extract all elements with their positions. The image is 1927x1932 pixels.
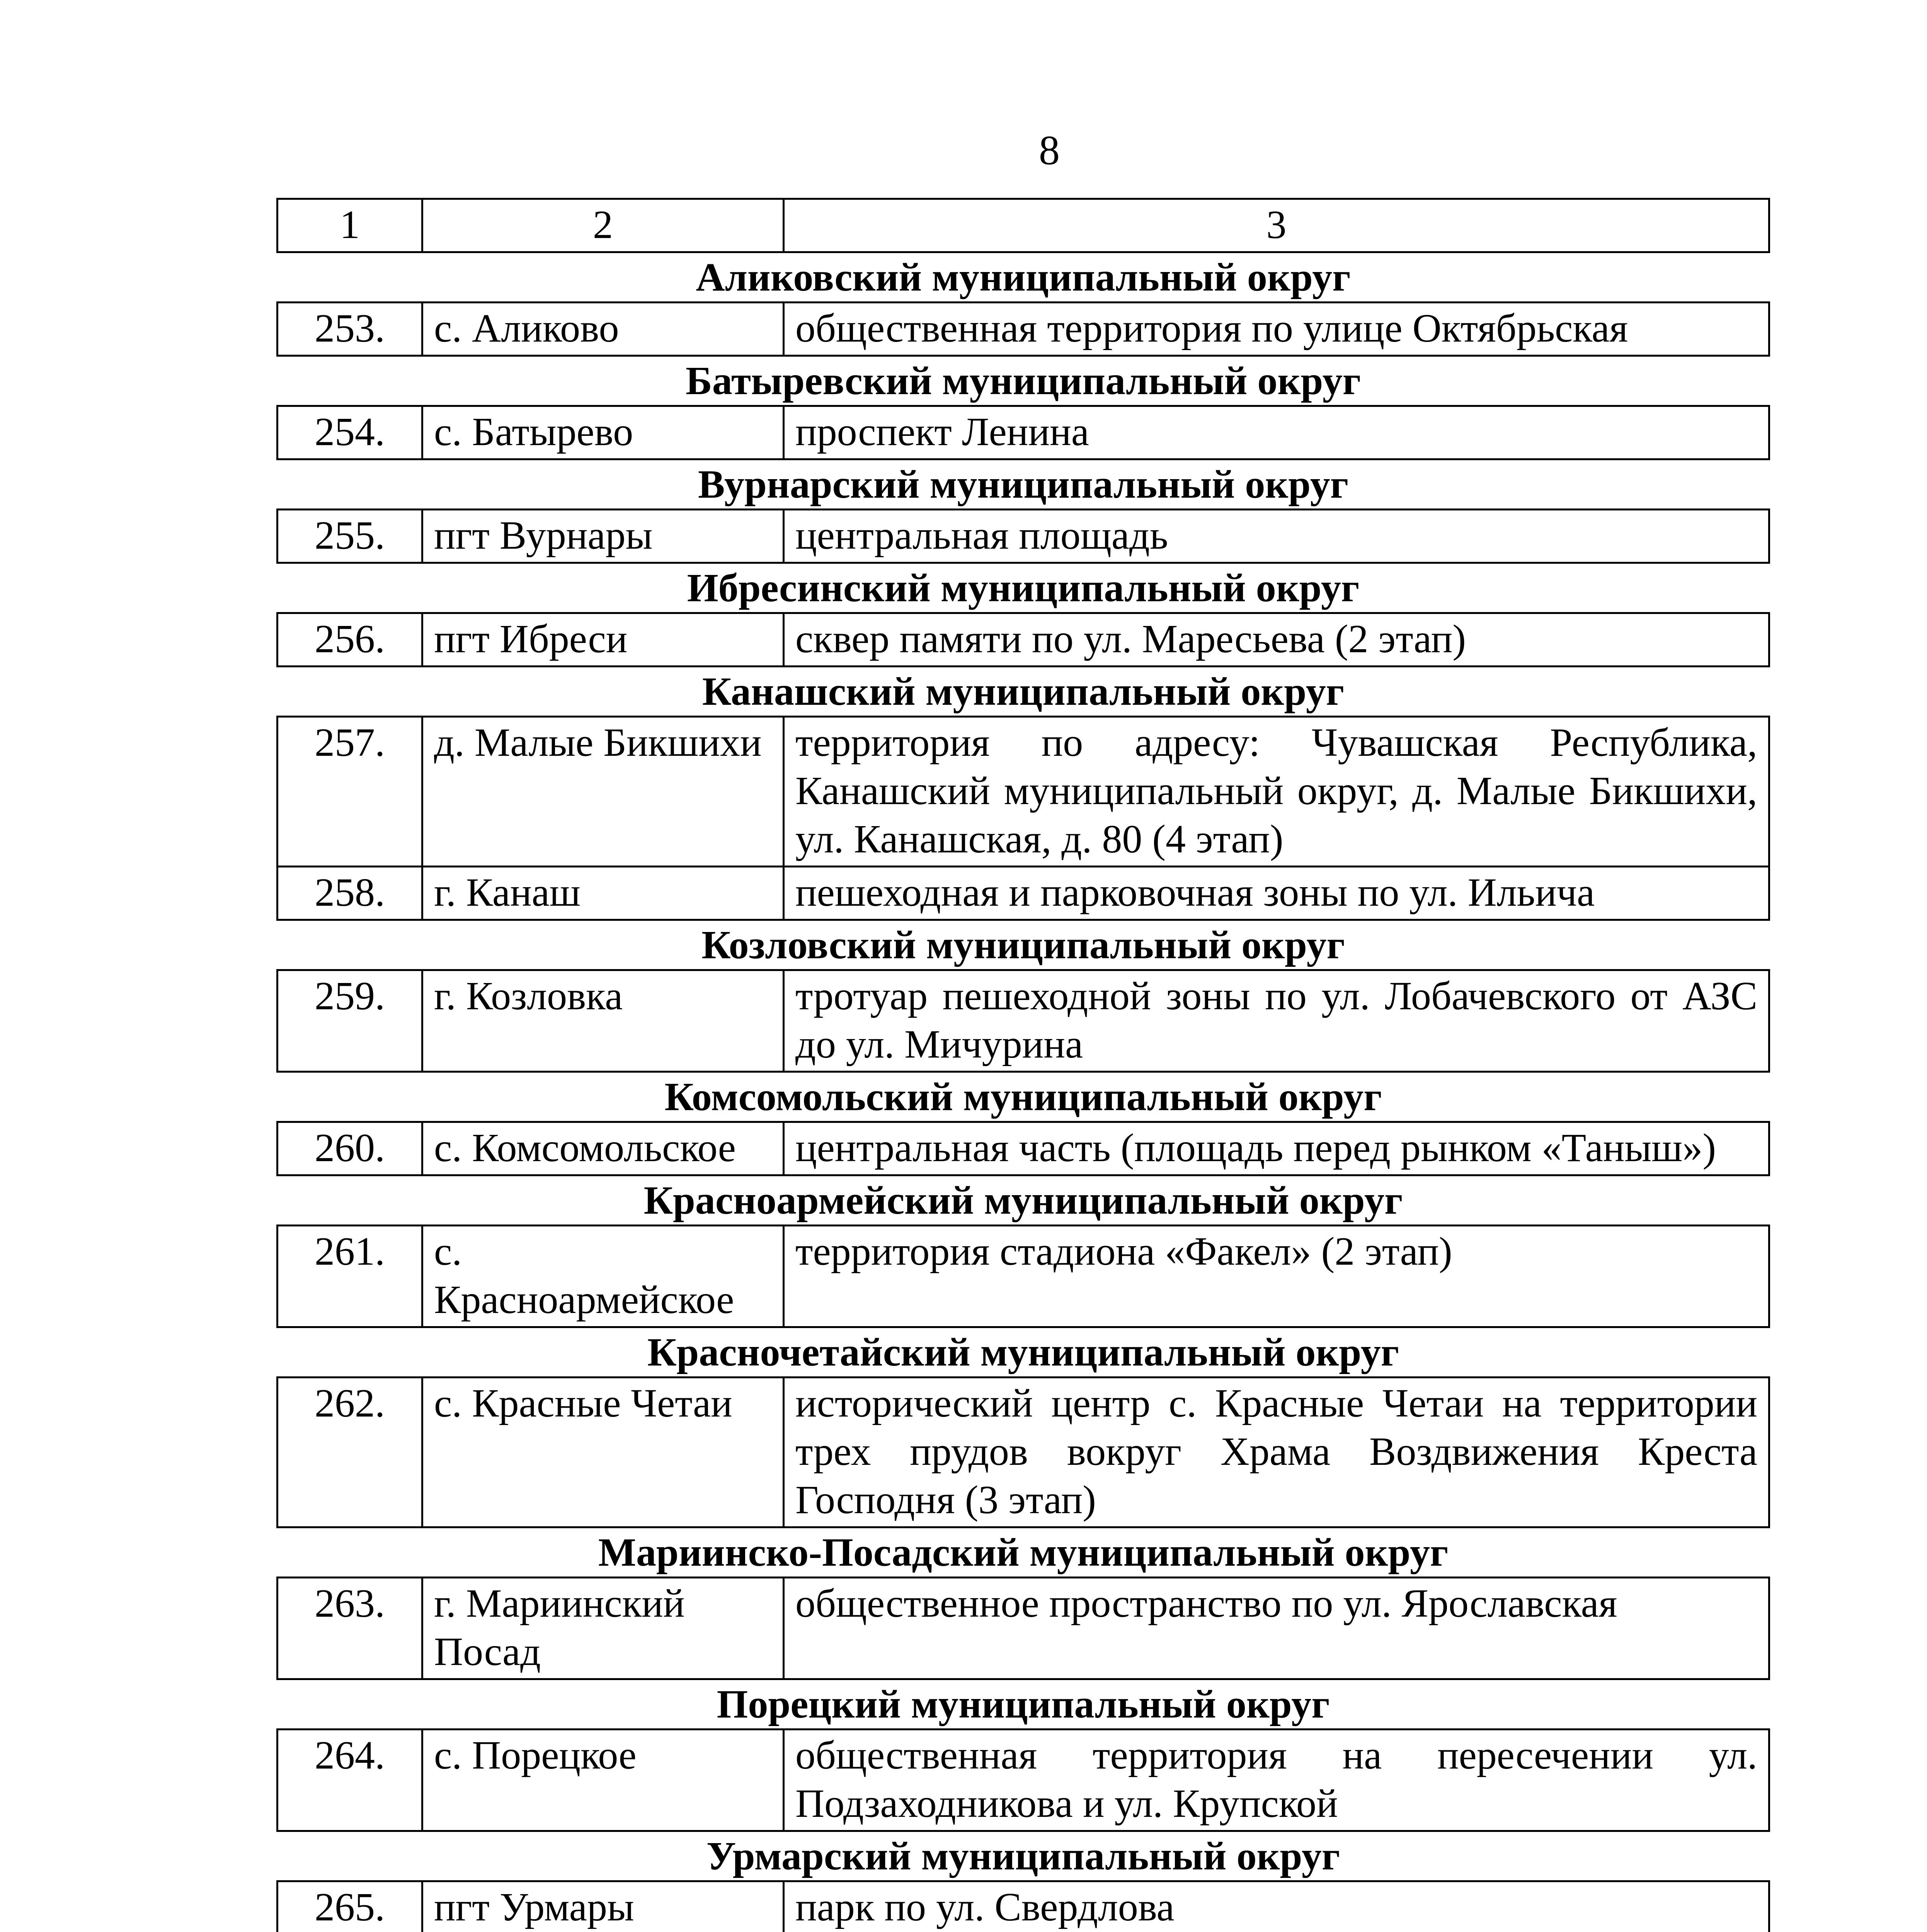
object-description: проспект Ленина <box>784 406 1769 459</box>
object-description: исторический центр с. Красные Четаи на территории трех прудов вокруг Храма Воздвижения Креста Господня (3 этап) <box>784 1378 1769 1527</box>
settlement-name: г. Мариинский Посад <box>422 1578 784 1679</box>
settlement-name: с. Комсомольское <box>422 1122 784 1175</box>
object-description: сквер памяти по ул. Маресьева (2 этап) <box>784 613 1769 667</box>
table-row <box>277 1378 1769 1527</box>
row-number: 256. <box>277 613 422 667</box>
district-header-row <box>277 1679 1769 1730</box>
object-description: территория стадиона «Факел» (2 этап) <box>784 1226 1769 1327</box>
district-name: Урмарский муниципальный округ <box>277 1831 1769 1881</box>
table-row <box>277 717 1769 867</box>
column-header-3: 3 <box>784 199 1769 252</box>
object-description: тротуар пешеходной зоны по ул. Лобачевского от АЗС до ул. Мичурина <box>784 970 1769 1072</box>
settlement-name: с. Красные Четаи <box>422 1378 784 1527</box>
row-number: 253. <box>277 303 422 356</box>
settlement-name: г. Козловка <box>422 970 784 1072</box>
row-number: 255. <box>277 510 422 563</box>
district-header-row <box>277 1327 1769 1378</box>
row-number: 265. <box>277 1881 422 1932</box>
district-header-row <box>277 252 1769 303</box>
district-name: Батыревский муниципальный округ <box>277 356 1769 406</box>
district-name: Красночетайский муниципальный округ <box>277 1327 1769 1378</box>
district-name: Аликовский муниципальный округ <box>277 252 1769 303</box>
settlement-name: г. Канаш <box>422 867 784 920</box>
district-header-row <box>277 920 1769 970</box>
table-row <box>277 1226 1769 1327</box>
settlement-name: с. Аликово <box>422 303 784 356</box>
district-name: Комсомольский муниципальный округ <box>277 1072 1769 1122</box>
district-name: Вурнарский муниципальный округ <box>277 459 1769 510</box>
district-name: Красноармейский муниципальный округ <box>277 1175 1769 1226</box>
table-row <box>277 303 1769 356</box>
district-name: Порецкий муниципальный округ <box>277 1679 1769 1730</box>
settlement-name: с. Батырево <box>422 406 784 459</box>
district-header-row <box>277 1175 1769 1226</box>
table-header-row <box>277 199 1769 252</box>
district-header-row <box>277 1831 1769 1881</box>
object-description: территория по адресу: Чувашская Республика, Канашский муниципальный округ, д. Малые Бикшихи, ул. Канашская, д. 80 (4 этап) <box>784 717 1769 867</box>
district-header-row <box>277 459 1769 510</box>
column-header-1: 1 <box>277 199 422 252</box>
row-number: 258. <box>277 867 422 920</box>
district-name: Козловский муниципальный округ <box>277 920 1769 970</box>
district-header-row <box>277 356 1769 406</box>
row-number: 261. <box>277 1226 422 1327</box>
municipal-objects-table <box>276 198 1770 1932</box>
row-number: 264. <box>277 1730 422 1831</box>
row-number: 254. <box>277 406 422 459</box>
object-description: центральная часть (площадь перед рынком «Таныш») <box>784 1122 1769 1175</box>
row-number: 257. <box>277 717 422 867</box>
object-description: общественная территория на пересечении ул. Подзаходникова и ул. Крупской <box>784 1730 1769 1831</box>
object-description: общественная территория по улице Октябрьская <box>784 303 1769 356</box>
settlement-name: с. Порецкое <box>422 1730 784 1831</box>
table-row <box>277 406 1769 459</box>
settlement-name: пгт Ибреси <box>422 613 784 667</box>
settlement-name: пгт Вурнары <box>422 510 784 563</box>
row-number: 263. <box>277 1578 422 1679</box>
table-row <box>277 613 1769 667</box>
row-number: 259. <box>277 970 422 1072</box>
table-row <box>277 1122 1769 1175</box>
settlement-name: д. Малые Бикшихи <box>422 717 784 867</box>
settlement-name: пгт Урмары <box>422 1881 784 1932</box>
page-number: 8 <box>1039 128 1060 173</box>
table-row <box>277 867 1769 920</box>
district-header-row <box>277 1072 1769 1122</box>
district-name: Мариинско-Посадский муниципальный округ <box>277 1527 1769 1578</box>
table-body <box>277 199 1769 1932</box>
district-header-row <box>277 563 1769 613</box>
district-header-row <box>277 1527 1769 1578</box>
table-row <box>277 1881 1769 1932</box>
table-row <box>277 970 1769 1072</box>
district-header-row <box>277 667 1769 717</box>
district-name: Ибресинский муниципальный округ <box>277 563 1769 613</box>
settlement-name: с. Красноармейское <box>422 1226 784 1327</box>
object-description: общественное пространство по ул. Ярославская <box>784 1578 1769 1679</box>
district-name: Канашский муниципальный округ <box>277 667 1769 717</box>
object-description: центральная площадь <box>784 510 1769 563</box>
object-description: пешеходная и парковочная зоны по ул. Ильича <box>784 867 1769 920</box>
table-row <box>277 510 1769 563</box>
row-number: 262. <box>277 1378 422 1527</box>
table-row <box>277 1578 1769 1679</box>
column-header-2: 2 <box>422 199 784 252</box>
table-row <box>277 1730 1769 1831</box>
row-number: 260. <box>277 1122 422 1175</box>
object-description: парк по ул. Свердлова <box>784 1881 1769 1932</box>
